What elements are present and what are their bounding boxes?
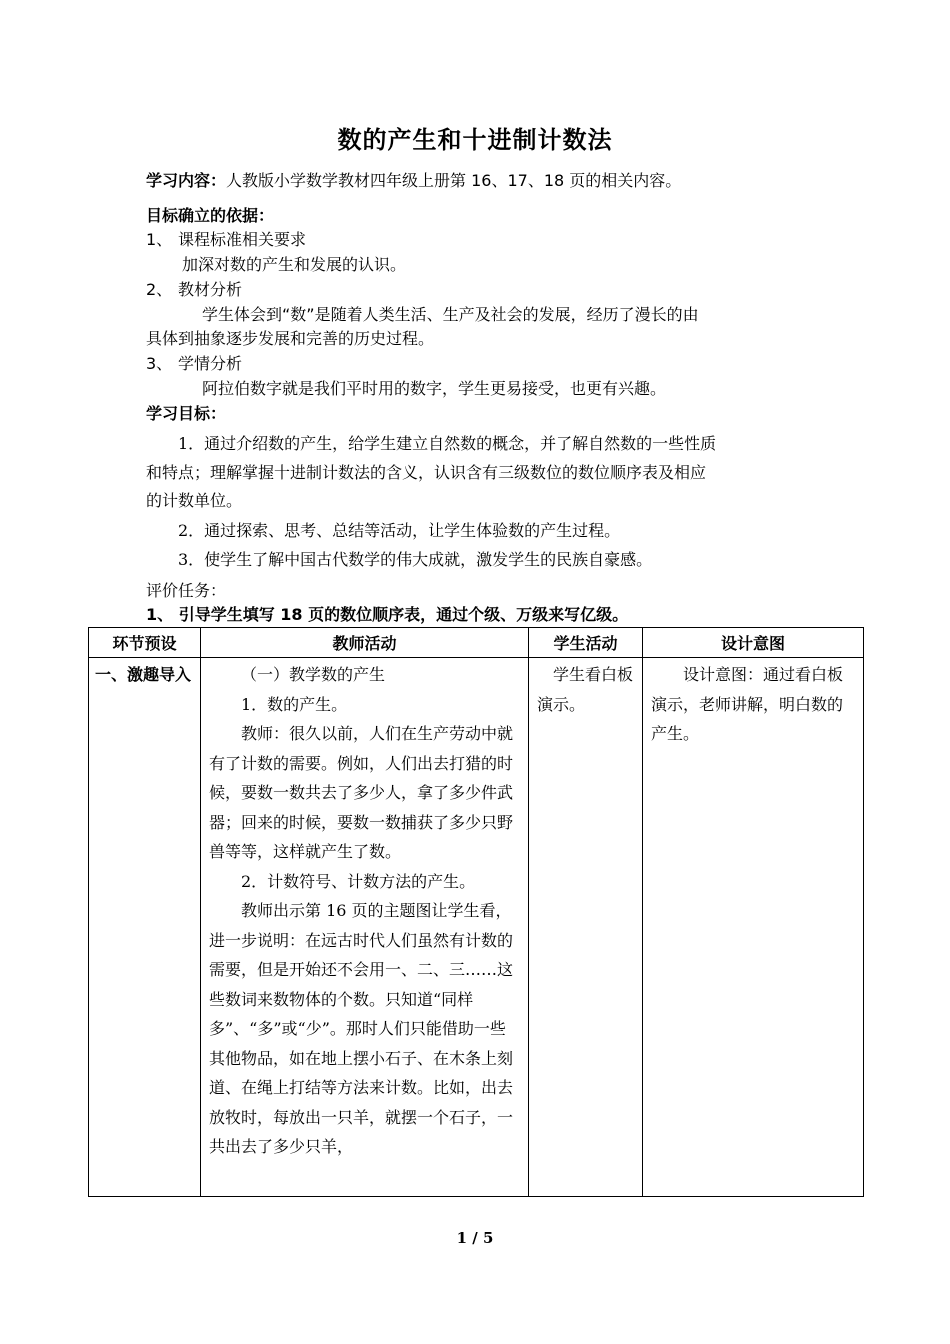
basis-item-text: 具体到抽象逐步发展和完善的历史过程。 [146, 329, 435, 348]
table-row [89, 658, 864, 1197]
teacher-section-title: （一）教学数的产生 [241, 665, 386, 684]
lesson-plan-table [88, 627, 864, 1197]
page-number: 1 / 5 [456, 1229, 494, 1247]
header-teacher-activity: 教师活动 [201, 628, 529, 658]
design-intent-cell [643, 658, 864, 1197]
learning-content-label: 学习内容： [146, 171, 227, 190]
goal-line: 和特点；理解掌握十进制计数法的含义，认识含有三级数位的数位顺序表及相应 [146, 463, 707, 482]
basis-item-number: 3、 [146, 354, 173, 373]
teacher-activity-cell [201, 658, 529, 1197]
goal-line: 的计数单位。 [146, 491, 243, 510]
teacher-paragraph: 2．计数符号、计数方法的产生。 [241, 871, 476, 891]
teacher-paragraph: 教师：很久以前，人们在生产劳动中就有了计数的需要。例如，人们出去打猎的时候，要数一数共去了多少人，拿了多少件武器；回来的时候，要数一数捕获了多少只野兽等等，这样就产生了数。 [209, 724, 514, 861]
goal-line: 1．通过介绍数的产生，给学生建立自然数的概念，并了解自然数的一些性质 [178, 434, 717, 453]
basis-item-text: 学生体会到“数”是随着人类生活、生产及社会的发展，经历了漫长的由 [202, 305, 699, 324]
basis-item-number: 2、 [146, 280, 173, 299]
evaluation-heading: 评价任务： [146, 581, 227, 600]
basis-item-2 [146, 279, 826, 301]
stage-label: 一、激趣导入 [95, 665, 192, 684]
learning-content-text: 人教版小学数学教材四年级上册第 16、17、18 页的相关内容。 [226, 171, 682, 190]
table-header-row [89, 628, 864, 658]
evaluation-task: 1、 引导学生填写 18 页的数位顺序表，通过个级、万级来写亿级。 [146, 605, 629, 624]
student-activity-text: 学生看白板演示。 [537, 665, 634, 714]
basis-item-label: 学情分析 [178, 354, 243, 373]
basis-item-1 [146, 229, 826, 251]
basis-item-text: 加深对数的产生和发展的认识。 [182, 255, 407, 274]
goal-line: 3．使学生了解中国古代数学的伟大成就，激发学生的民族自豪感。 [178, 550, 653, 569]
document-title: 数的产生和十进制计数法 [337, 126, 613, 154]
basis-item-number: 1、 [146, 230, 173, 249]
basis-heading: 目标确立的依据： [146, 206, 275, 225]
header-stage: 环节预设 [89, 628, 201, 658]
basis-item-text: 阿拉伯数字就是我们平时用的数字，学生更易接受，也更有兴趣。 [202, 379, 667, 398]
header-student-activity: 学生活动 [529, 628, 643, 658]
header-design-intent: 设计意图 [643, 628, 864, 658]
teacher-paragraph: 1．数的产生。 [241, 694, 348, 714]
student-activity-cell [529, 658, 643, 1197]
goal-line: 2．通过探索、思考、总结等活动，让学生体验数的产生过程。 [178, 521, 621, 540]
goals-heading: 学习目标： [146, 404, 227, 423]
basis-item-3 [146, 353, 826, 375]
teacher-paragraph: 教师出示第 16 页的主题图让学生看，进一步说明：在远古时代人们虽然有计数的需要，但是开始还不会用一、二、三……这些数词来数物体的个数。只知道“同样多”、“多”或“少”。那时人们只能借助一些其他物品，如在地上摆小石子、在木条上刻道、在绳上打结等方法来计数。比如，出去放牧时，每放出一只羊，就摆一个石子，一共出去了多少只羊， [209, 901, 514, 1156]
learning-content [146, 170, 826, 192]
basis-item-label: 课程标准相关要求 [178, 230, 307, 249]
basis-item-label: 教材分析 [178, 280, 243, 299]
stage-cell [89, 658, 201, 1197]
design-intent-text: 设计意图：通过看白板演示，老师讲解，明白数的产生。 [651, 665, 844, 743]
